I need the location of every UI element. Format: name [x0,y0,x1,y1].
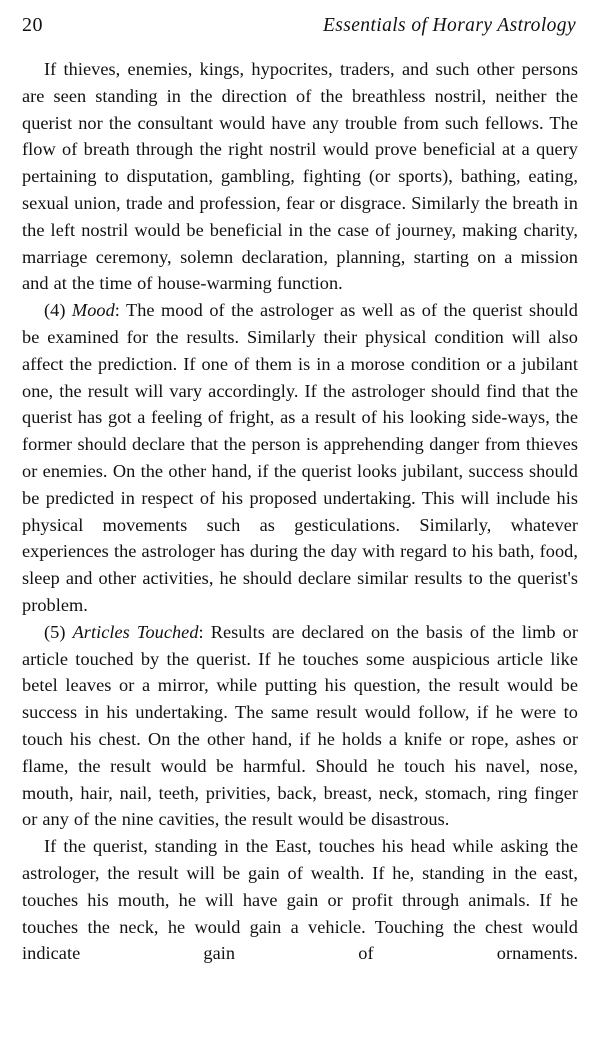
paragraph-directions-text: If the querist, standing in the East, touches his head while asking the astrologer, the result will be gain of wealth. If he, standing in the east, touches his mouth, he will have gain or profit through animals. If he touches the neck, he would gain a vehicle. Touching the chest would indicate gain of ornaments. [22,836,578,964]
paragraph-breath-text: If thieves, enemies, kings, hypocrites, traders, and such other persons are seen standing in the direction of the breathless nostril, neither the querist nor the consultant would have any trouble from such fellows. The flow of breath through the right nostril would prove beneficial at a query pertaining to disputation, gambling, fighting (or sports), bathing, eating, sexual union, trade and profession, fear or disgrace. Similarly the breath in the left nostril would be beneficial in the case of journey, making charity, marriage ceremony, solemn declaration, planning, starting on a mission and at the time of house-warming function. [22,59,578,294]
body-text [22,56,578,994]
paragraph-directions [22,833,578,994]
page-number: 20 [22,14,43,36]
paragraph-mood-number: (4) [44,300,66,321]
paragraph-articles-text: : Results are declared on the basis of the limb or article touched by the querist. If he touches some auspicious article like betel leaves or a mirror, while putting his question, the result would be success in his undertaking. The same result would follow, if he were to touch his chest. On the other hand, if he holds a knife or rope, ashes or flame, the result would be harmful. Should he touch his navel, nose, mouth, hair, nail, teeth, privities, back, breast, neck, stomach, ring finger or any of the nine cavities, the result would be disastrous. [22,621,578,830]
paragraph-mood-text: : The mood of the astrologer as well as of the querist should be examined for the results. Similarly their physical condition will also affect the prediction. If one of them is in a morose condition or a jubilant one, the result will vary accordingly. If the astrologer should find that the querist has got a feeling of fright, as a result of his looking side-ways, the former should declare that the person is apprehending danger from thieves or enemies. On the other hand, if the querist looks jubilant, success should be predicted in respect of his proposed undertaking. This will include his physical movements such as gesticulations. Similarly, whatever experiences the astrologer has during the day with regard to his bath, food, sleep and other activities, he should declare similar results to the querist's problem. [22,300,578,615]
paragraph-articles-heading: Articles Touched [72,621,199,642]
paragraph-articles-number: (5) [44,621,66,642]
paragraph-articles-touched [22,619,578,833]
running-head [22,14,578,40]
paragraph-breath [22,56,578,297]
paragraph-mood-heading: Mood [71,300,115,321]
running-title: Essentials of Horary Astrology [322,15,576,36]
paragraph-mood [22,297,578,619]
